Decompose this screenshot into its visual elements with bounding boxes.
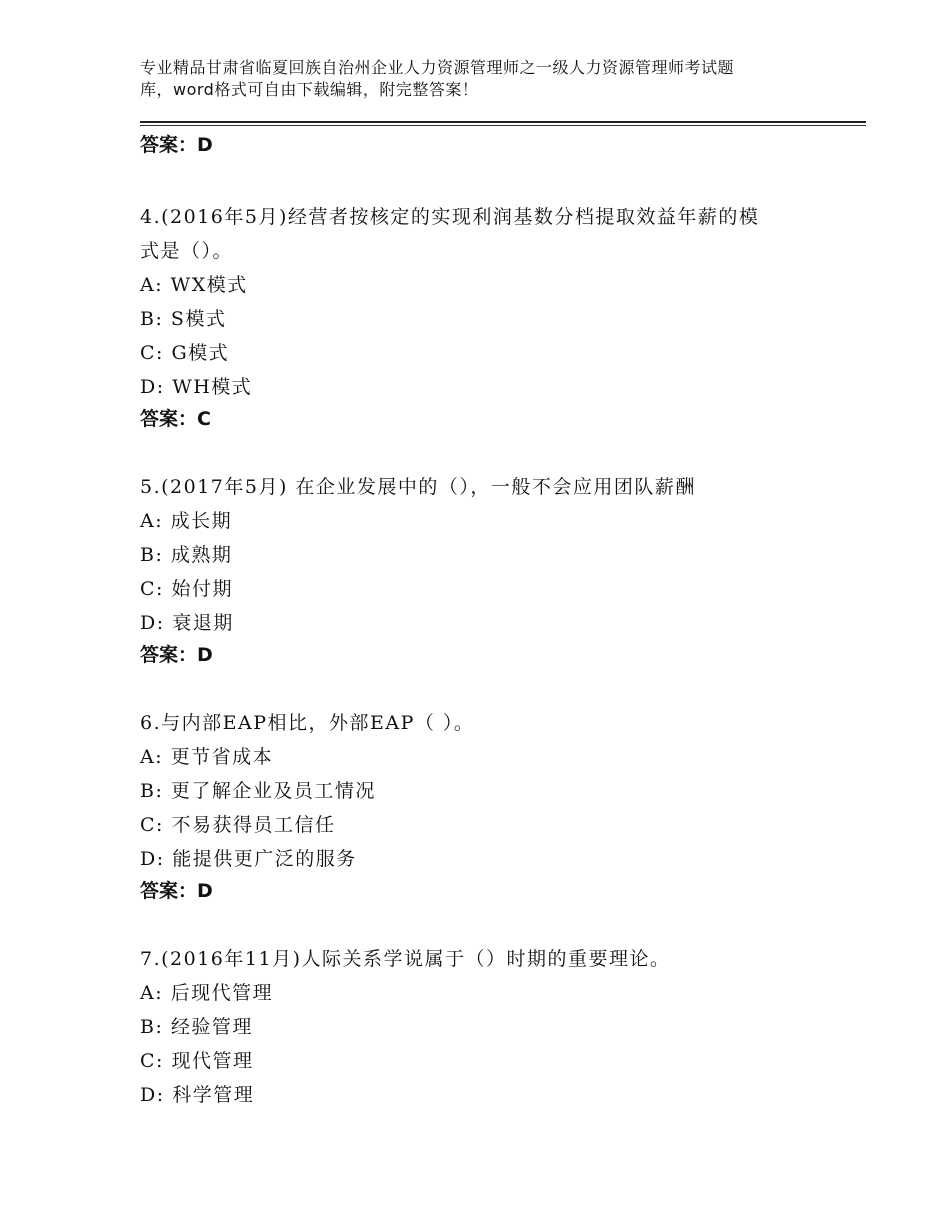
option-b xyxy=(140,1010,866,1044)
option-a xyxy=(140,268,866,302)
option-letter: A: xyxy=(140,274,164,296)
option-text: 科学管理 xyxy=(172,1084,255,1106)
question-text-line-1: 6.与内部EAP相比，外部EAP（ ）。 xyxy=(140,712,475,734)
question-text-line-1: 7.(2016年11月)人际关系学说属于（）时期的重要理论。 xyxy=(140,948,671,970)
option-c xyxy=(140,1044,866,1078)
option-c xyxy=(140,808,866,842)
option-text: 始付期 xyxy=(171,578,234,600)
option-text: G模式 xyxy=(171,342,230,364)
option-b xyxy=(140,774,866,808)
option-text: 后现代管理 xyxy=(170,982,274,1004)
question-text xyxy=(140,706,866,740)
question-4 xyxy=(140,200,866,434)
option-a xyxy=(140,504,866,538)
option-letter: B: xyxy=(140,544,164,566)
question-5 xyxy=(140,470,866,670)
question-text-line-2: 式是（）。 xyxy=(140,240,234,262)
option-text: WH模式 xyxy=(172,376,253,398)
option-letter: C: xyxy=(140,1050,164,1072)
option-a xyxy=(140,740,866,774)
option-d xyxy=(140,370,866,404)
option-text: 更节省成本 xyxy=(170,746,274,768)
option-text: S模式 xyxy=(170,308,227,330)
question-text-line-1: 5.(2017年5月) 在企业发展中的（），一般不会应用团队薪酬 xyxy=(140,476,696,498)
question-answer: 答案：D xyxy=(140,880,213,902)
option-letter: B: xyxy=(140,1016,164,1038)
questions-content xyxy=(140,130,866,1112)
option-text: 不易获得员工信任 xyxy=(171,814,336,836)
page-header xyxy=(140,57,840,101)
option-letter: D: xyxy=(140,848,165,870)
option-c xyxy=(140,336,866,370)
option-letter: A: xyxy=(140,510,164,532)
option-b xyxy=(140,538,866,572)
option-letter: D: xyxy=(140,376,165,398)
question-text xyxy=(140,200,866,268)
question-answer: 答案：D xyxy=(140,644,213,666)
option-letter: C: xyxy=(140,814,164,836)
header-divider-thin xyxy=(140,125,866,126)
question-text-line-1: 4.(2016年5月)经营者按核定的实现利润基数分档提取效益年薪的模 xyxy=(140,206,760,228)
question-answer: 答案：C xyxy=(140,408,211,430)
option-text: 衰退期 xyxy=(172,612,234,634)
option-text: 更了解企业及员工情况 xyxy=(170,780,376,802)
option-letter: D: xyxy=(140,1084,165,1106)
header-title-line-2: 库，word格式可自由下载编辑，附完整答案！ xyxy=(140,80,479,99)
question-text xyxy=(140,470,866,504)
question-text xyxy=(140,942,866,976)
option-text: WX模式 xyxy=(170,274,248,296)
option-d xyxy=(140,606,866,640)
option-text: 能提供更广泛的服务 xyxy=(172,848,357,870)
option-d xyxy=(140,1078,866,1112)
option-text: 成长期 xyxy=(170,510,233,532)
previous-question-answer: 答案：D xyxy=(140,134,213,156)
option-a xyxy=(140,976,866,1010)
option-letter: C: xyxy=(140,342,164,364)
option-text: 经验管理 xyxy=(170,1016,253,1038)
option-letter: C: xyxy=(140,578,164,600)
option-letter: A: xyxy=(140,982,164,1004)
option-letter: B: xyxy=(140,308,164,330)
header-divider-thick xyxy=(140,121,866,123)
option-c xyxy=(140,572,866,606)
option-d xyxy=(140,842,866,876)
option-b xyxy=(140,302,866,336)
option-letter: B: xyxy=(140,780,164,802)
option-text: 现代管理 xyxy=(171,1050,254,1072)
question-7 xyxy=(140,942,866,1112)
option-text: 成熟期 xyxy=(170,544,233,566)
option-letter: D: xyxy=(140,612,165,634)
header-title-line-1: 专业精品甘肃省临夏回族自治州企业人力资源管理师之一级人力资源管理师考试题 xyxy=(140,58,735,77)
question-6 xyxy=(140,706,866,906)
option-letter: A: xyxy=(140,746,164,768)
